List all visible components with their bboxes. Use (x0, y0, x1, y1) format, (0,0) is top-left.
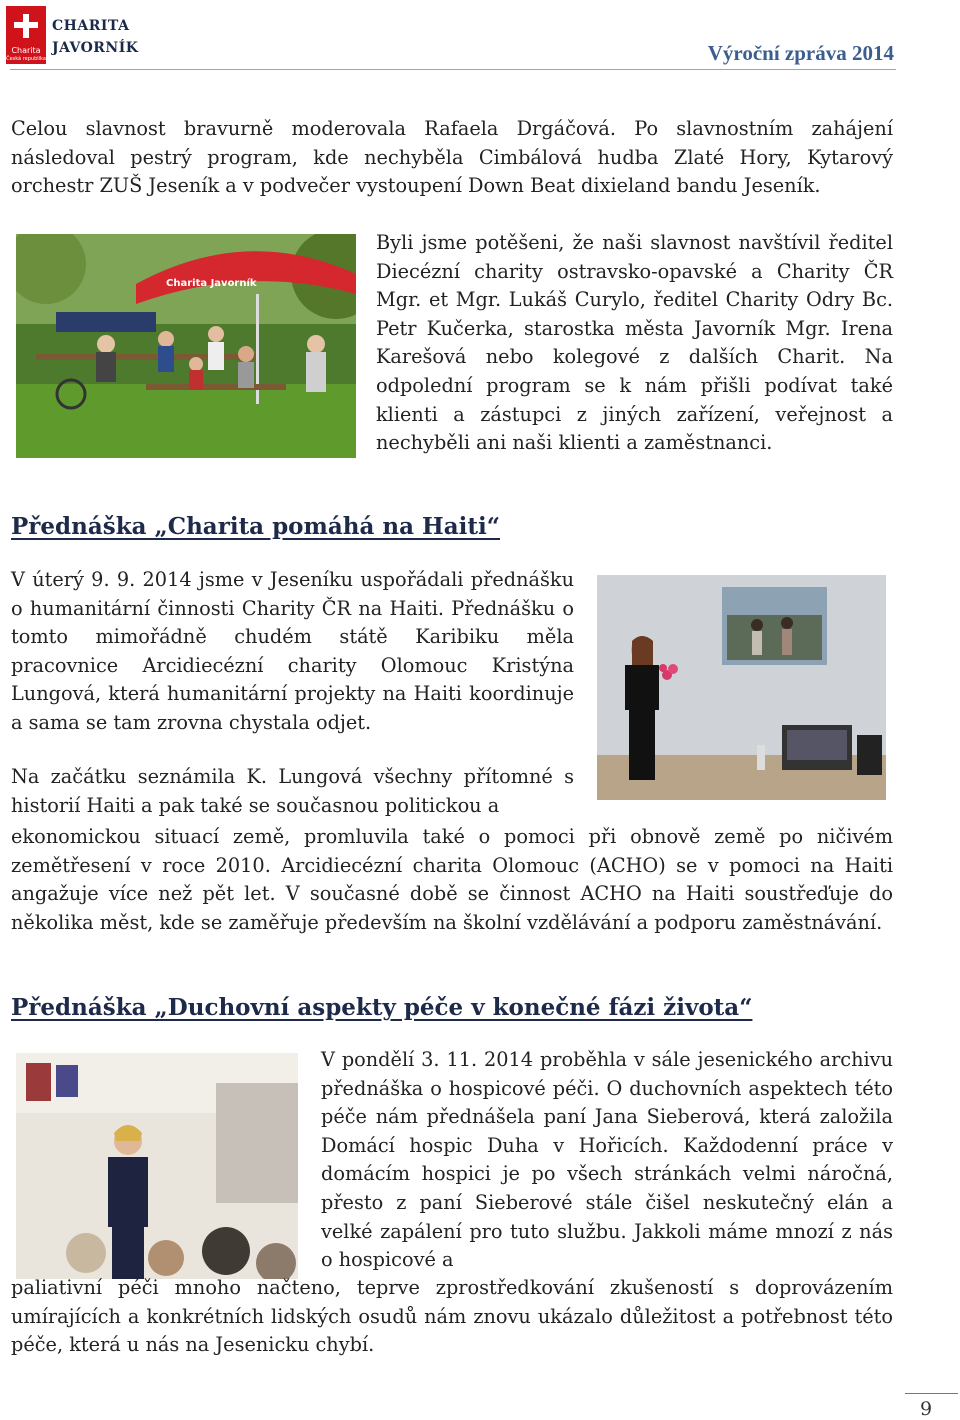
logo-text: Charita (11, 46, 41, 55)
haiti-lecture-photo (597, 575, 886, 800)
org-name-line1: CHARITA (52, 18, 130, 34)
garden-party-photo (16, 234, 356, 458)
haiti-paragraph-2-wrapped: Na začátku seznámila K. Lungová všechny přítomné s historií Haiti a pak také se současnou politickou a (11, 765, 574, 817)
hospice-lecture-photo (16, 1053, 298, 1279)
header-divider (10, 69, 896, 70)
charita-logo (6, 6, 46, 64)
hospice-paragraph-wrapped: V pondělí 3. 11. 2014 proběhla v sále jesenického archivu přednáška o hospicové péči. O duchovních aspektech této péče nám přednášela paní Jana Sieberová, která založila Domácí hospic Duha v Hořicích. Každodenní práce v domácím hospici je po všech stránkách velmi náročná, přesto z paní Sieberové stále čišel neskutečný elán a velké zapálení pro tuto službu. Jakkoli máme mnozí z nás o hospicové a (321, 1048, 893, 1272)
footer-divider (905, 1393, 958, 1394)
haiti-paragraph-2: ekonomickou situací země, promluvila také o pomoci při obnově země po ničivém zemětřesení v roce 2010. Arcidiecézní charita Olomouc (ACHO) se v pomoci na Haiti angažuje více než pět let. V současné době se činnost ACHO na Haiti soustřeďuje do několika měst, kde se zaměřuje především na školní vzdělávání a podporu zaměstnávání. (11, 825, 893, 934)
visitors-paragraph: Byli jsme potěšeni, že naši slavnost navštívil ředitel Diecézní charity ostravsko-opavské a Charity ČR Mgr. et Mgr. Lukáš Curylo, ředitel Charity Odry Bc. Petr Kučerka, starostka města Javorník Mgr. Irena Karešová nebo kolegové z dalších Charit. Na odpolední program se k nám přišli podívat také klienti a zástupci z jiných zařízení, veřejnost a nechyběli ani naši klienti a zaměstnanci. (376, 231, 893, 455)
report-title: Výroční zpráva 2014 (707, 41, 894, 65)
logo-subtext: Česká republika (6, 56, 46, 62)
haiti-heading: Přednáška „Charita pomáhá na Haiti“ (11, 513, 500, 540)
hospice-heading: Přednáška „Duchovní aspekty péče v konečné fázi života“ (11, 994, 753, 1021)
photo-banner-text: Charita Javorník (166, 278, 257, 289)
org-name-line2: JAVORNÍK (52, 40, 139, 56)
page-number: 9 (920, 1398, 933, 1420)
cross-icon (12, 12, 40, 40)
hospice-paragraph: paliativní péči mnoho načteno, teprve zprostředkování zkušeností s doprovázením umírajících a konkrétních lidských osudů nám znovu ukázalo důležitost a potřebnost této péče, která u nás na Jesenicku chybí. (11, 1276, 893, 1357)
intro-paragraph: Celou slavnost bravurně moderovala Rafaela Drgáčová. Po slavnostním zahájení následoval pestrý program, kde nechyběla Cimbálová hudba Zlaté Hory, Kytarový orchestr ZUŠ Jeseník a v podvečer vystoupení Down Beat dixieland bandu Jeseník. (11, 117, 893, 198)
page-header (0, 0, 960, 72)
haiti-paragraph-1: V úterý 9. 9. 2014 jsme v Jeseníku uspořádali přednášku o humanitární činnosti Charity ČR na Haiti. Přednášku o tomto mimořádně chudém státě Karibiku měla pracovnice Arcidiecézní charity Olomouc Kristýna Lungová, která humanitární projekty na Haiti koordinuje a sama se tam zrovna chystala odjet. (11, 568, 574, 734)
